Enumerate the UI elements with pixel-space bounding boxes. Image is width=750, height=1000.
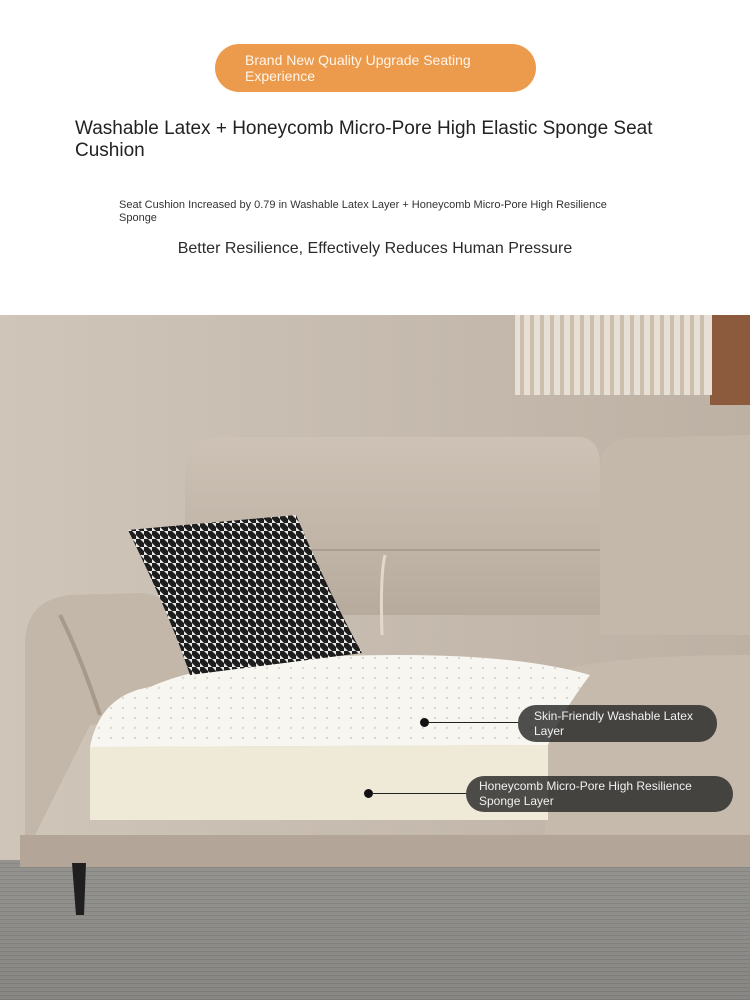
latex-callout: Skin-Friendly Washable Latex Layer (518, 705, 717, 742)
subtitle: Seat Cushion Increased by 0.79 in Washable Latex Layer + Honeycomb Micro-Pore High Resilience Sponge (119, 199, 607, 224)
wall-panel (710, 315, 750, 405)
page-title: Washable Latex + Honeycomb Micro-Pore High Elastic Sponge Seat Cushion (75, 118, 653, 161)
wall-art (515, 315, 712, 395)
sofa-photo (0, 315, 750, 1000)
header-section (0, 0, 750, 315)
sponge-pointer (372, 793, 466, 794)
latex-pointer (428, 722, 518, 723)
badge-text: Brand New Quality Upgrade Seating Experience (245, 52, 471, 84)
sponge-callout: Honeycomb Micro-Pore High Resilience Sponge Layer (466, 776, 733, 812)
tagline: Better Resilience, Effectively Reduces Human Pressure (177, 240, 573, 257)
sofa-base (20, 835, 750, 867)
badge-pill (215, 44, 536, 92)
sofa-backrest-right (600, 435, 750, 635)
